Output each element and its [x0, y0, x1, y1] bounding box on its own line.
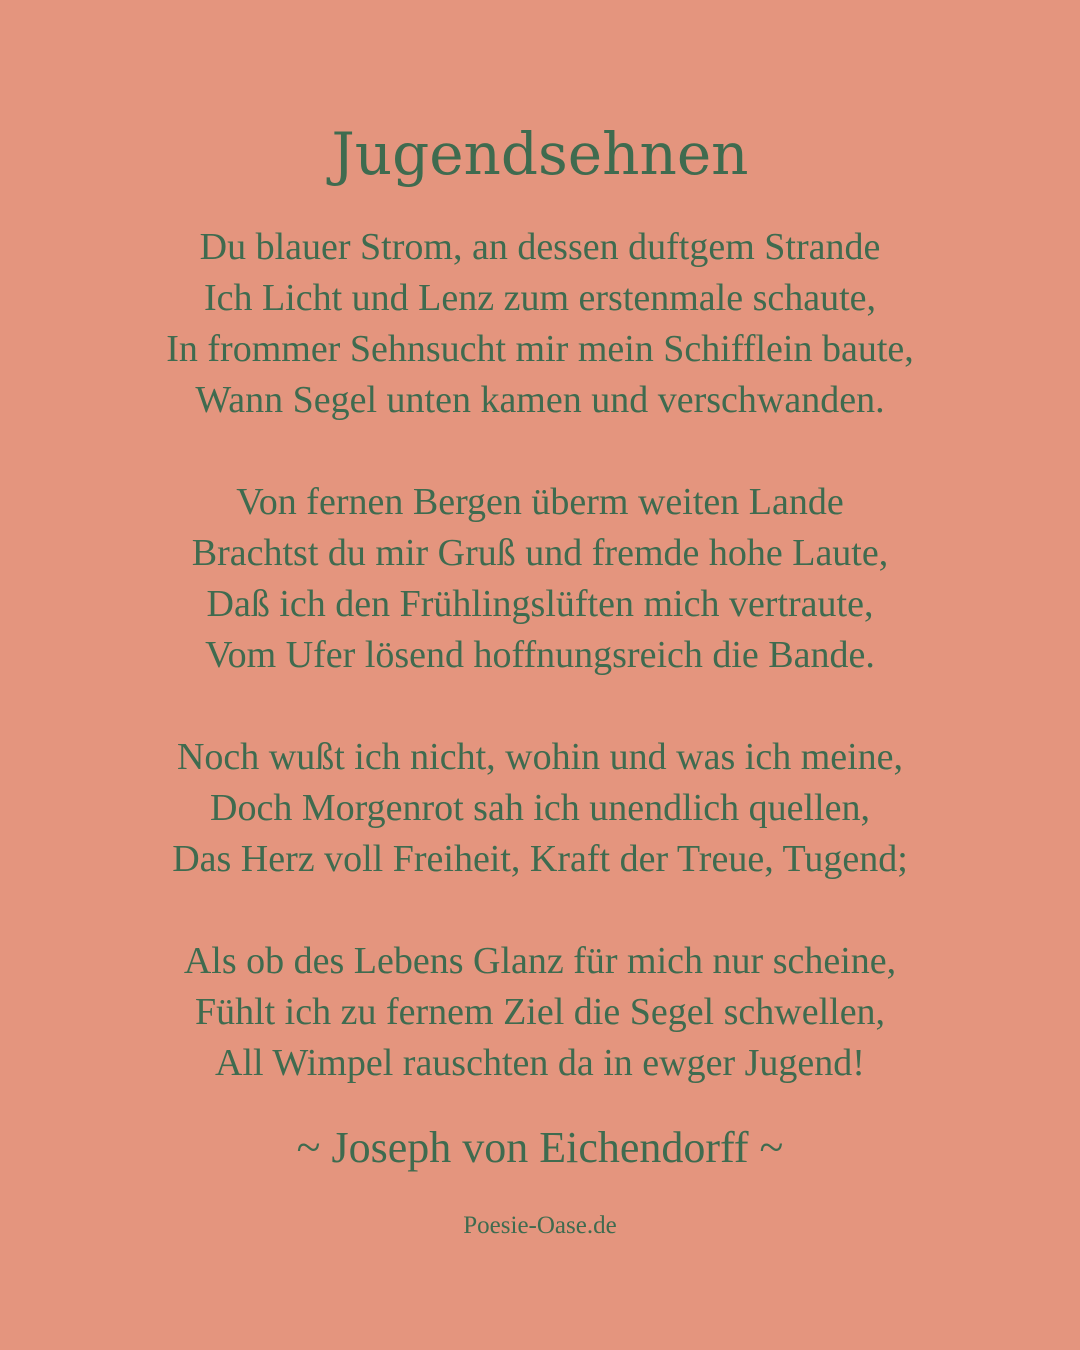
- poem-author: ~ Joseph von Eichendorff ~: [296, 1123, 784, 1172]
- poem-line: Fühlt ich zu fernem Ziel die Segel schwellen,: [194, 991, 886, 1033]
- poem-line: All Wimpel rauschten da in ewger Jugend!: [215, 1042, 865, 1084]
- poem-line: Daß ich den Frühlingslüften mich vertraute,: [206, 583, 874, 625]
- poem-line: Von fernen Bergen überm weiten Lande: [236, 481, 844, 523]
- stanza-2: [0, 477, 1080, 681]
- stanza-1: [0, 222, 1080, 426]
- stanza-3: [0, 732, 1080, 885]
- poem-line: Doch Morgenrot sah ich unendlich quellen,: [210, 787, 870, 829]
- poem-line: In frommer Sehnsucht mir mein Schifflein baute,: [166, 328, 914, 370]
- poem-title: Jugendsehnen: [331, 120, 749, 188]
- poem-line: Brachtst du mir Gruß und fremde hohe Laute,: [191, 532, 889, 574]
- poem-line: Du blauer Strom, an dessen duftgem Strande: [199, 226, 881, 268]
- poem-line: Das Herz voll Freiheit, Kraft der Treue, Tugend;: [172, 838, 908, 880]
- poem-line: Vom Ufer lösend hoffnungsreich die Bande.: [205, 634, 875, 676]
- poem-line: Ich Licht und Lenz zum erstenmale schaute,: [203, 277, 877, 319]
- poem-line: Noch wußt ich nicht, wohin und was ich meine,: [176, 736, 904, 778]
- poem-line: Als ob des Lebens Glanz für mich nur scheine,: [183, 940, 897, 982]
- site-watermark: Poesie-Oase.de: [463, 1212, 617, 1239]
- stanza-4: [0, 936, 1080, 1089]
- poem-line: Wann Segel unten kamen und verschwanden.: [195, 379, 885, 421]
